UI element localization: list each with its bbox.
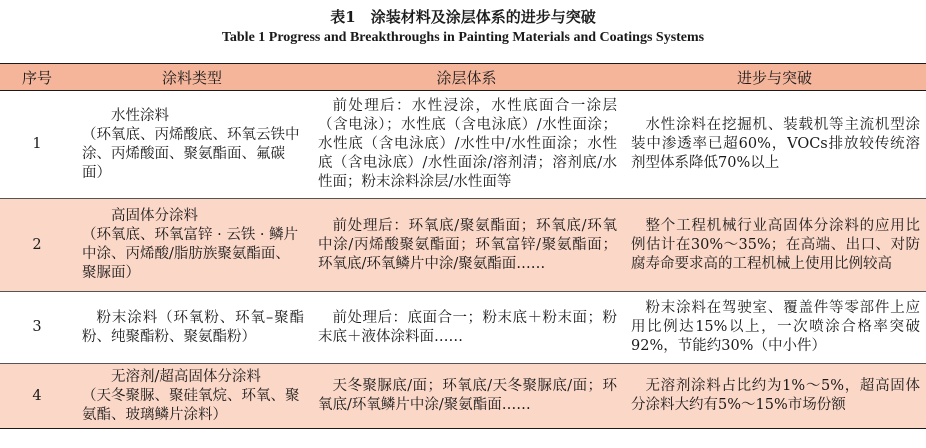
header-coating-system: 涂层体系 [310,64,623,91]
row-number: 2 [0,199,74,292]
progress-cell [623,199,926,292]
progress-text: 粉末涂料在驾驶室、覆盖件等零部件上应用比例达15%以上，一次喷涂合格率突破92%，节能约30%（中小件） [631,300,920,354]
coating-type-cell [74,364,310,429]
table-row [0,91,926,199]
coating-system-text: 前处理后：水性浸涂，水性底面合一涂层（含电泳）；水性底（含电泳底）/水性面涂；水性底（含电泳底）/水性中/水性面涂；水性底（含电泳底）/水性面涂/溶剂清；溶剂底/水性面；粉末涂料涂层/水性面等 [318,98,617,190]
table-row [0,292,926,364]
progress-cell [623,292,926,364]
progress-text: 整个工程机械行业高固体分涂料的应用比例估计在30%～35%；在高端、出口、对防腐寿命要求高的工程机械上使用比例较高 [631,217,920,272]
row-number: 1 [0,91,74,199]
coating-type-cell [74,91,310,199]
coating-type-detail: （环氧底、丙烯酸底、环氧云铁中涂、丙烯酸面、聚氨酯面、氟碳面） [82,126,300,181]
coating-type-name: 无溶剂/超高固体分涂料 [111,368,261,385]
coating-type-detail: （天冬聚脲、聚硅氧烷、环氧、聚氨酯、玻璃鳞片涂料） [82,387,300,423]
coating-system-cell [310,199,623,292]
progress-text: 水性涂料在挖掘机、装载机等主流机型涂装中渗透率已超60%，VOCs排放较传统溶剂型体系降低70%以上 [631,117,920,171]
coating-system-cell [310,364,623,429]
coating-type-name: 水性涂料 [111,107,169,124]
header-coating-type: 涂料类型 [74,64,310,91]
coating-type-detail: （环氧底、环氧富锌 · 云铁 · 鳞片中涂、丙烯酸/脂肪族聚氨酯面、聚脲面） [82,227,299,281]
row-number: 3 [0,292,74,364]
table-row [0,199,926,292]
table-title-en: Table 1 Progress and Breakthroughs in Painting Materials and Coatings Systems [221,30,705,45]
header-progress: 进步与突破 [623,64,926,91]
row-number: 4 [0,364,74,429]
header-number: 序号 [0,64,74,91]
progress-cell [623,364,926,429]
coating-type-name: 高固体分涂料 [111,208,198,224]
progress-cell [623,91,926,199]
coating-system-text: 前处理后：底面合一；粉末底＋粉末面；粉末底＋液体涂料面…… [318,309,617,345]
coating-type-cell [74,199,310,292]
coating-type-name: 粉末涂料（环氧粉、环氧–聚酯粉、纯聚酯粉、聚氨酯粉） [82,309,304,345]
table-header-row [0,64,926,91]
coating-system-text: 前处理后：环氧底/聚氨酯面；环氧底/环氧中涂/丙烯酸聚氨酯面；环氧富锌/聚氨酯面；环氧底/环氧鳞片中涂/聚氨酯面…… [318,217,617,272]
table-title-cn: 表1 涂装材料及涂层体系的进步与突破 [330,8,596,26]
coating-system-text: 天冬聚脲底/面；环氧底/天冬聚脲底/面；环氧底/环氧鳞片中涂/聚氨酯面…… [318,378,617,413]
table-row [0,364,926,429]
coating-system-cell [310,91,623,199]
coatings-table [0,63,926,429]
progress-text: 无溶剂涂料占比约为1%～5%，超高固体分涂料大约有5%～15%市场份额 [631,378,920,413]
coating-system-cell [310,292,623,364]
coating-type-cell [74,292,310,364]
